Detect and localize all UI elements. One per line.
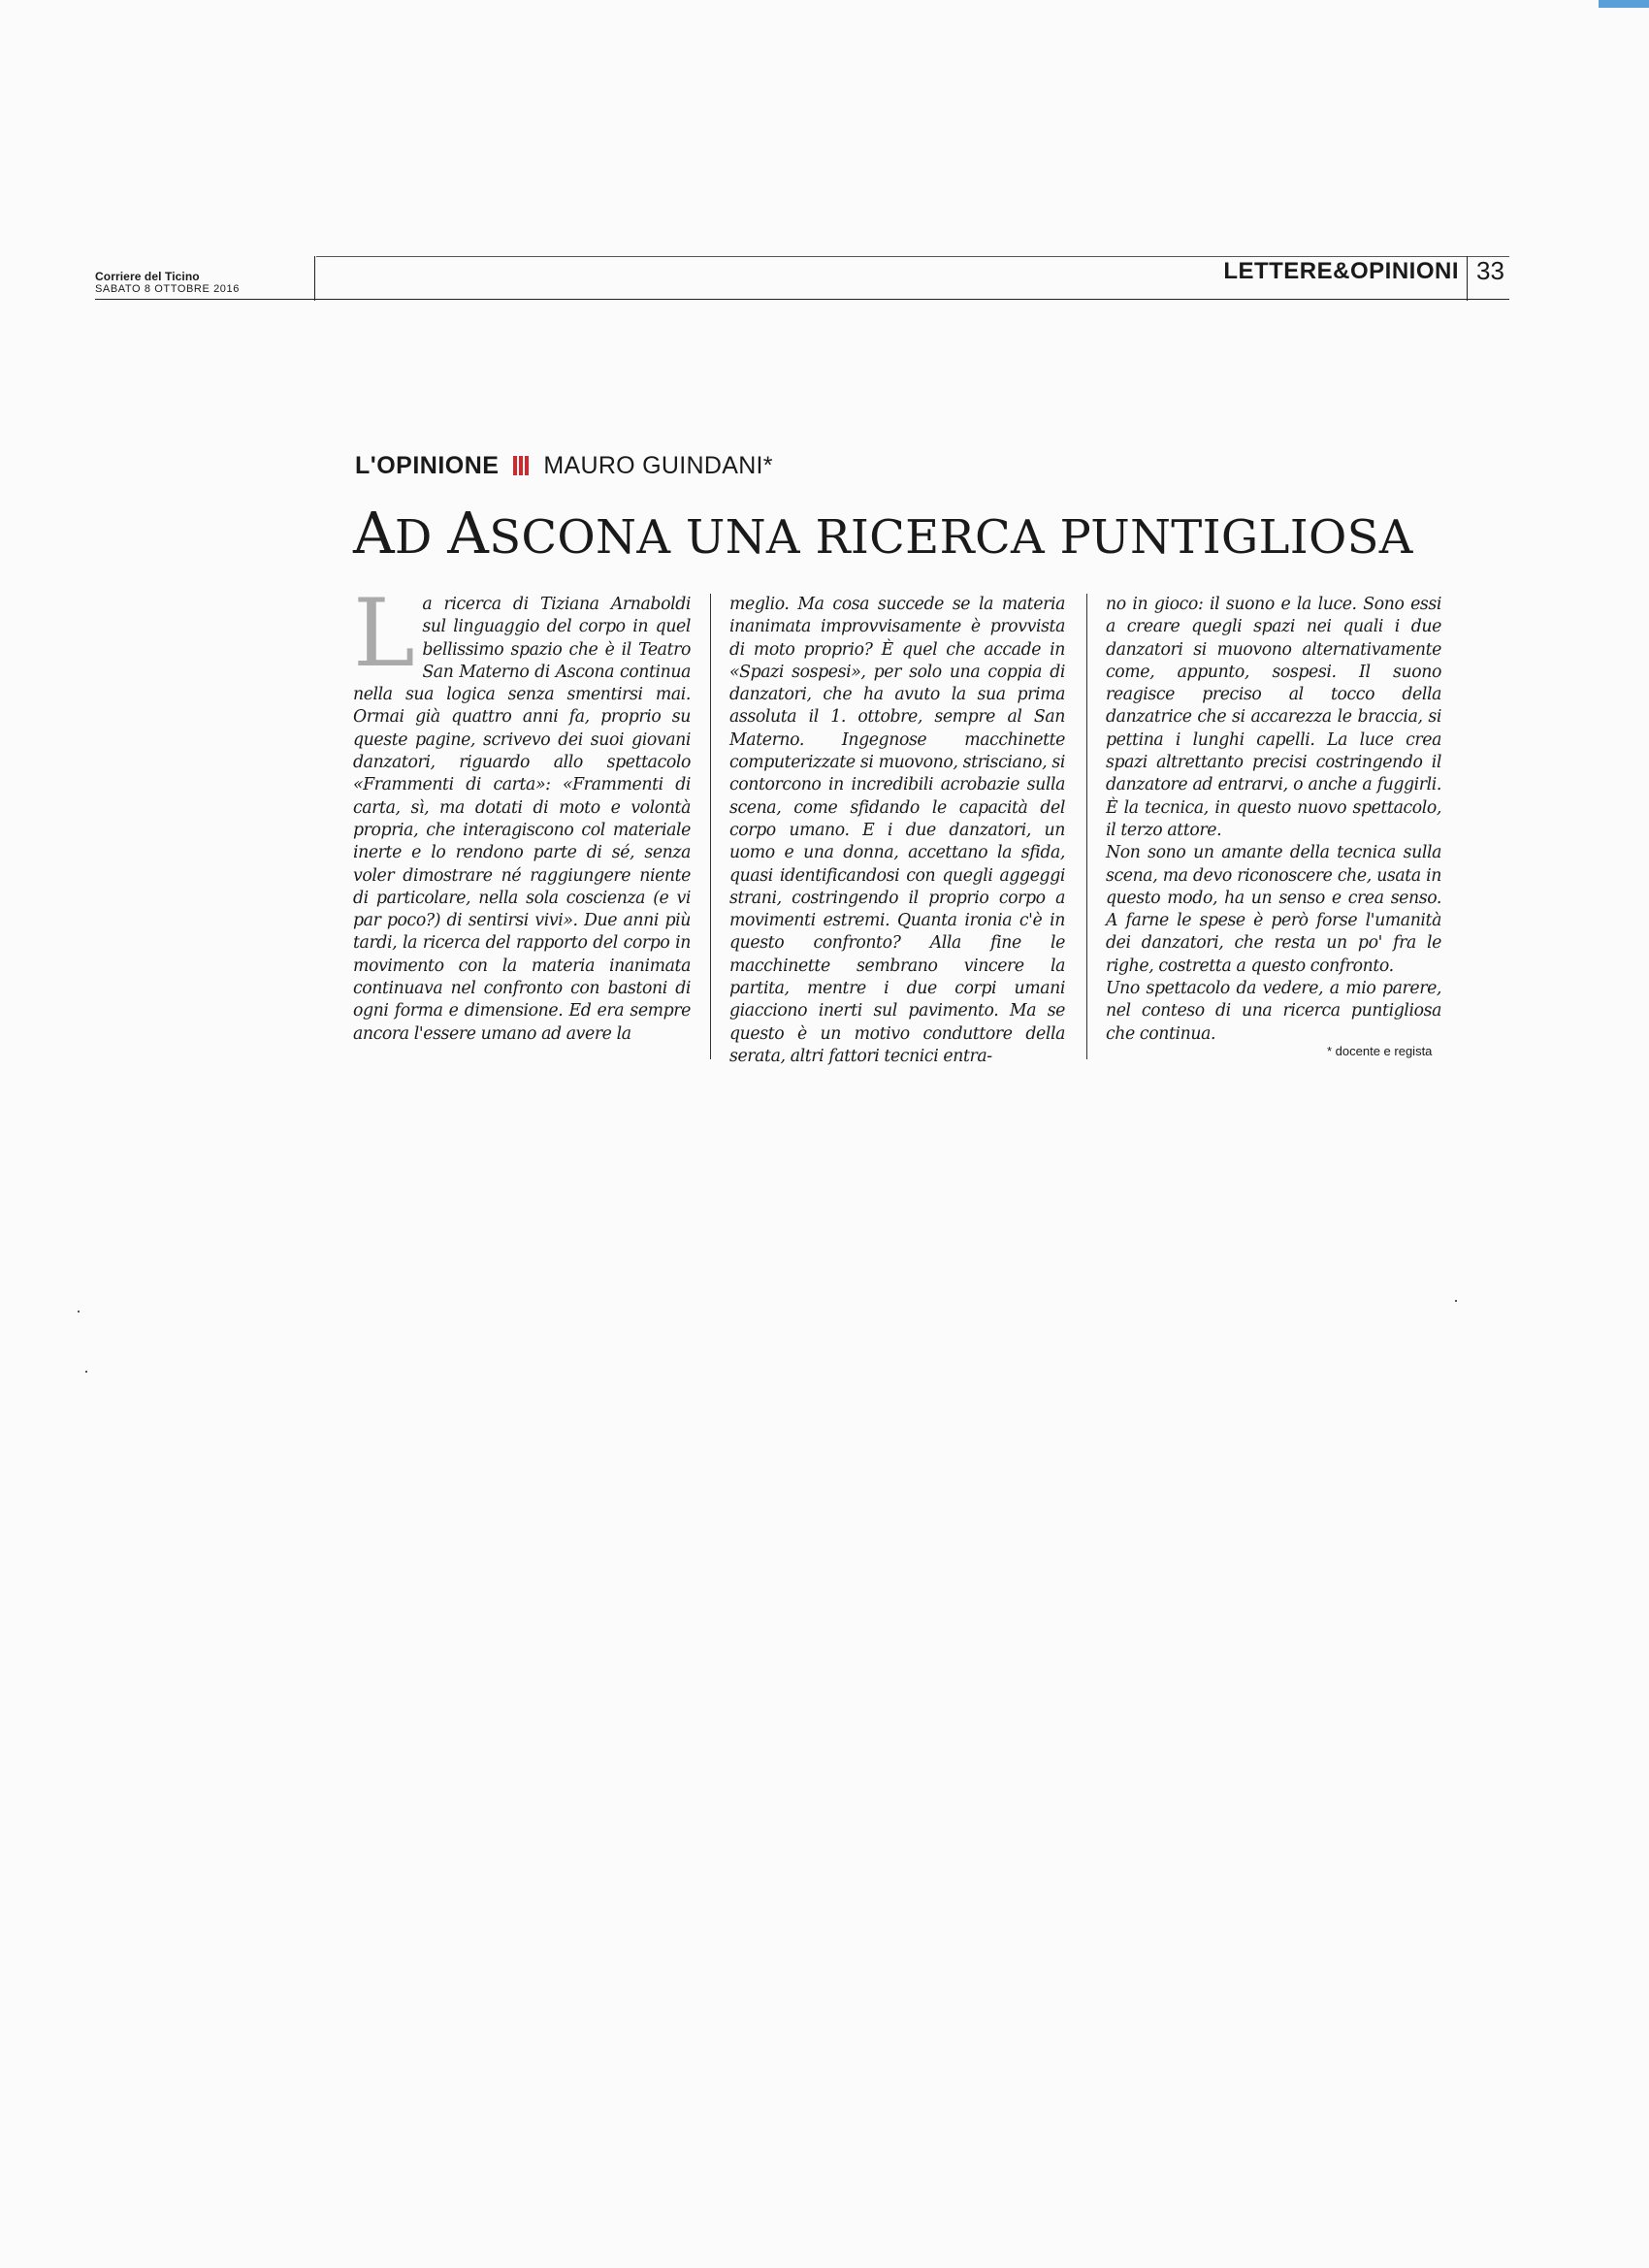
- header-divider: [314, 256, 315, 301]
- page-number: 33: [1476, 256, 1504, 285]
- column-2-text: meglio. Ma cosa succede se la materia inanimata improvvisamente è provvista di moto proprio? È quel che accade in «Spazi sospesi», per solo una coppia di danzatori, che ha avuto la sua prima assoluta il 1. ottobre, sempre al San Materno. Ingegnose macchinette computerizzate si muovono, strisciano, si contorcono in incredibili acrobazie sulla scena, come sfidando le capacità del corpo umano. E i due danzatori, un uomo e una donna, accettano la sfida, quasi identificandosi con quegli aggeggi strani, costringendo il proprio corpo a movimenti estremi. Quanta ironia c'è in questo confronto? Alla fine le macchinette sembrano vincere la partita, mentre i due corpi umani giacciono inerti sul pavimento. Ma se questo è un motivo conduttore della serata, altri fattori tecnici entra-: [729, 595, 1065, 1066]
- headline-initial: A: [447, 500, 490, 567]
- kicker-label: L'OPINIONE: [355, 452, 500, 479]
- scan-speck: [78, 1311, 80, 1312]
- section-title: LETTERE&OPINIONI: [1223, 258, 1459, 284]
- headline-part: SCONA UNA RICERCA PUNTIGLIOSA: [489, 510, 1413, 565]
- scan-edge-mark: [1599, 0, 1649, 8]
- newspaper-name: Corriere del Ticino: [95, 270, 200, 283]
- article-column-1: [353, 579, 691, 1046]
- header-bottom-rule: [95, 299, 1509, 300]
- header-divider: [1467, 256, 1468, 301]
- kicker-bars-icon: [513, 454, 531, 482]
- column-1-text: a ricerca di Tiziana Arnaboldi sul linguaggio del corpo in quel bellissimo spazio che è il Teatro San Materno di Ascona continua nella sua logica senza smentirsi mai. Ormai già quattro anni fa, proprio su queste pagine, scrivevo dei suoi giovani danzatori, riguardo allo spettacolo «Frammenti di carta»: «Frammenti di carta, sì, ma dotati di moto e volontà propria, che interagiscono col materiale inerte e lo rendono parte di sé, senza voler dimostrare né raggiungere niente di particolare, nella sola coscienza (e vi par poco?) di sentirsi vivi». Due anni più tardi, la ricerca del rapporto del corpo in movimento con la materia inanimata continuava nel confronto con bastoni di ogni forma e dimensione. Ed era sempre ancora l'essere umano ad avere la: [353, 595, 691, 1044]
- page-header: [95, 256, 1509, 301]
- scan-speck: [85, 1371, 87, 1373]
- author-name: MAURO GUINDANI*: [543, 452, 773, 479]
- drop-cap: L: [353, 579, 415, 688]
- column-divider: [1086, 594, 1087, 1059]
- article-column-2: [729, 594, 1065, 1068]
- column-3-paragraph: no in gioco: il suono e la luce. Sono essi a creare quegli spazi nei quali i due danzatori si muovono alternativamente come, appunto, sospesi. Il suono reagisce preciso al tocco della danzatrice che si accarezza le braccia, si pettina i lunghi capelli. La luce crea spazi altrettanto precisi costringendo il danzatore ad entrarvi, o anche a fuggirli. È la tecnica, in questo nuovo spettacolo, il terzo attore.: [1106, 595, 1441, 840]
- headline-initial: A: [353, 500, 395, 567]
- author-footnote: * docente e regista: [1327, 1044, 1433, 1058]
- column-3-paragraph: Uno spettacolo da vedere, a mio parere, nel conteso di una ricerca puntigliosa che continua.: [1106, 979, 1441, 1044]
- article-kicker: [355, 452, 773, 482]
- header-top-rule: [316, 256, 1509, 257]
- column-3-paragraph: Non sono un amante della tecnica sulla scena, ma devo riconoscere che, usata in questo modo, ha un senso e crea senso. A farne le spese è però forse l'umanità dei danzatori, che resta un po' fra le righe, costretta a questo confronto.: [1106, 843, 1441, 976]
- column-divider: [710, 594, 711, 1059]
- issue-date: SABATO 8 OTTOBRE 2016: [95, 283, 240, 295]
- headline-part: D: [394, 510, 448, 565]
- scan-speck: [1455, 1300, 1457, 1302]
- article-column-3: [1106, 594, 1441, 1046]
- article-headline: [353, 500, 1413, 567]
